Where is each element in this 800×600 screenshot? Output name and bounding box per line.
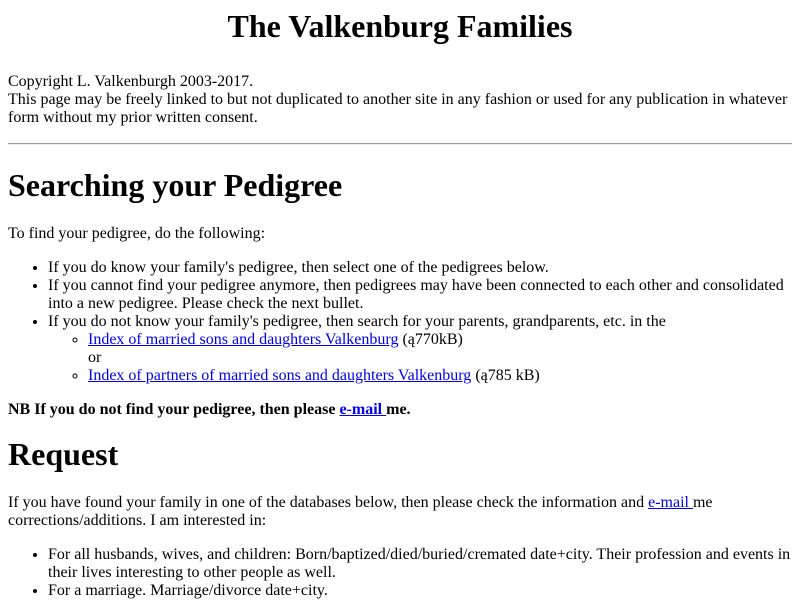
request-email-link[interactable]: e-mail <box>648 494 693 511</box>
usage-notice: This page may be freely linked to but not duplicated to another site in any fashion or used for any publication in whatever form without my prior written consent. <box>8 91 788 126</box>
list-item: • For a marriage. Marriage/divorce date+city. <box>48 582 792 600</box>
nb-text: NB If you do not find your pedigree, then please <box>8 401 340 418</box>
nb-text-end: me. <box>386 401 411 418</box>
file-size: (ą785 kB) <box>471 367 540 384</box>
searching-intro: To find your pedigree, do the following: <box>8 225 266 242</box>
nb-notice <box>8 401 792 419</box>
searching-heading: Searching your Pedigree <box>8 167 343 203</box>
or-separator <box>48 349 792 367</box>
or-text: or <box>88 349 102 366</box>
request-heading: Request <box>8 436 119 472</box>
page-title: The Valkenburg Families <box>227 8 573 44</box>
divider <box>8 143 792 145</box>
index-links-list <box>48 331 792 385</box>
email-link[interactable]: e-mail <box>339 401 387 418</box>
request-list <box>8 546 792 600</box>
list-item-text: If you do not know your family's pedigree, then search for your parents, grandparents, etc. in the <box>48 313 666 330</box>
list-item <box>48 313 792 385</box>
searching-steps-list <box>8 259 792 385</box>
index-married-link[interactable]: Index of married sons and daughters Valkenburg <box>88 331 399 348</box>
request-intro-text-end: me corrections/additions. I am interested in: <box>8 494 713 529</box>
list-item: • If you cannot find your pedigree anymore, then pedigrees may have been connected to each other and consolidated into a new pedigree. Please check the next bullet. <box>48 277 792 313</box>
index-item-partners <box>88 367 792 385</box>
copyright-line: Copyright L. Valkenburgh 2003-2017. <box>8 73 254 90</box>
list-item: • If you do know your family's pedigree, then select one of the pedigrees below. <box>48 259 792 277</box>
request-intro <box>8 494 792 530</box>
list-item: • For all husbands, wives, and children: Born/baptized/died/buried/cremated date+city. Their profession and events in their lives interesting to other people as well. <box>48 546 792 582</box>
file-size: (ą770kB) <box>398 331 463 348</box>
request-intro-text: If you have found your family in one of the databases below, then please check the information and <box>8 494 649 511</box>
index-partners-link[interactable]: Index of partners of married sons and daughters Valkenburg <box>88 367 472 384</box>
index-item-married <box>88 331 792 349</box>
copyright-notice <box>8 73 792 127</box>
